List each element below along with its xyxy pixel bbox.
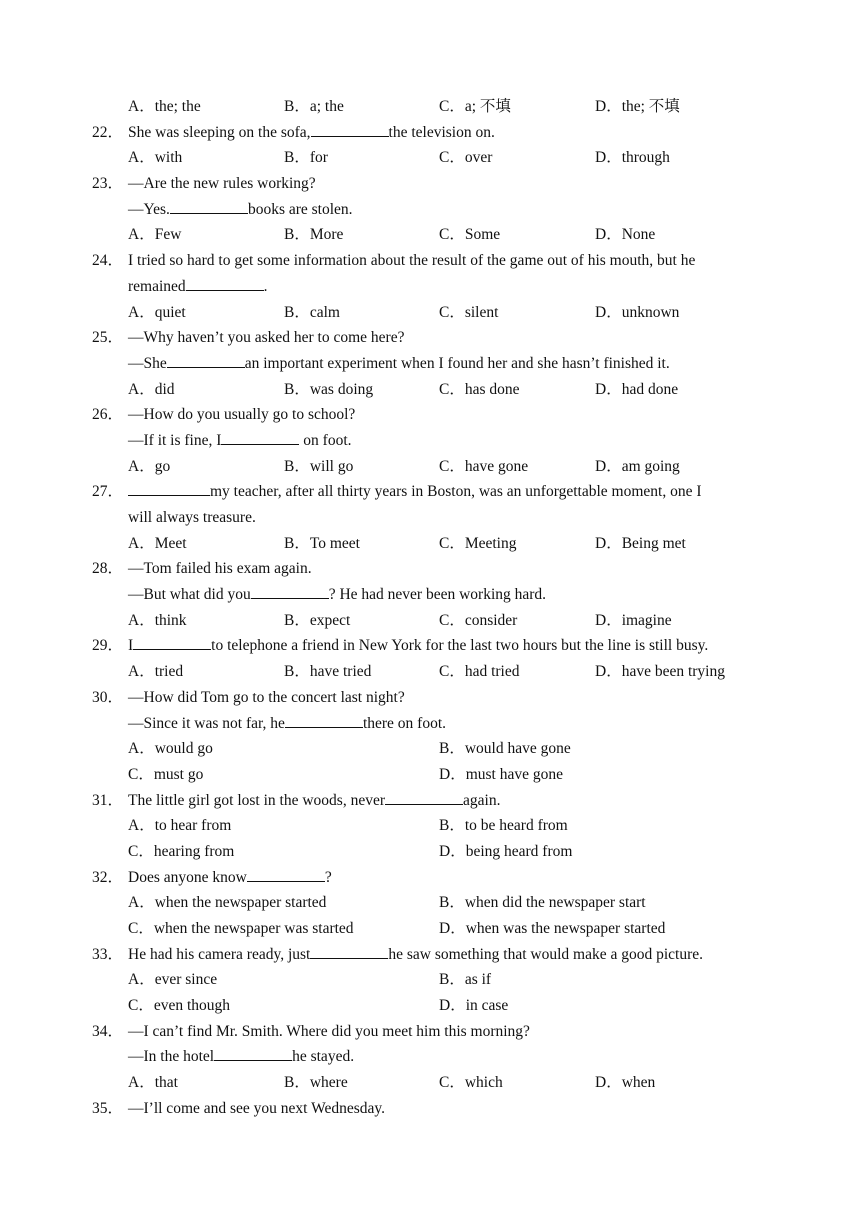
answer-option: A．Few xyxy=(128,226,182,244)
text-after-blank: again. xyxy=(463,791,501,809)
text-before-blank: —Yes. xyxy=(128,200,170,218)
line-opts2 xyxy=(0,736,860,762)
line-c xyxy=(0,428,860,454)
question-text xyxy=(128,711,446,737)
question-number: 34． xyxy=(92,1022,124,1040)
answer-blank xyxy=(385,790,463,805)
line-q xyxy=(0,633,860,659)
text-before-blank: I xyxy=(128,637,134,655)
question-text xyxy=(128,171,316,197)
answer-option: B．have tried xyxy=(284,663,372,681)
answer-option: A．would go xyxy=(128,740,213,758)
line-q xyxy=(0,171,860,197)
text-before-blank: —Are the new rules working? xyxy=(128,175,316,193)
answer-option: D．through xyxy=(595,149,670,167)
line-q xyxy=(0,402,860,428)
answer-option: B．to be heard from xyxy=(439,817,568,835)
line-opts4 xyxy=(0,222,860,248)
answer-option: C．must go xyxy=(128,765,204,783)
line-opts2 xyxy=(0,839,860,865)
line-c xyxy=(0,711,860,737)
line-opts4 xyxy=(0,1070,860,1096)
answer-option: A．did xyxy=(128,380,175,398)
answer-option: B．will go xyxy=(284,457,354,475)
question-text xyxy=(128,788,500,814)
text-after-blank: on foot. xyxy=(299,431,352,449)
text-before-blank: He had his camera ready, just xyxy=(128,945,311,963)
question-number: 28． xyxy=(92,560,124,578)
answer-option: B．was doing xyxy=(284,380,374,398)
answer-blank xyxy=(311,122,389,137)
question-text xyxy=(128,428,352,454)
question-number: 33． xyxy=(92,945,124,963)
question-number: 35． xyxy=(92,1099,124,1117)
text-before-blank: —Tom failed his exam again. xyxy=(128,560,312,578)
text-before-blank: The little girl got lost in the woods, never xyxy=(128,791,385,809)
answer-option: B．To meet xyxy=(284,534,360,552)
answer-option: B．would have gone xyxy=(439,740,571,758)
text-before-blank: —I’ll come and see you next Wednesday. xyxy=(128,1099,386,1117)
question-text xyxy=(128,505,256,531)
line-q xyxy=(0,479,860,505)
answer-option: D．am going xyxy=(595,457,680,475)
answer-option: A．think xyxy=(128,611,187,629)
answer-option: B．expect xyxy=(284,611,351,629)
text-before-blank: —I can’t find Mr. Smith. Where did you meet him this morning? xyxy=(128,1022,530,1040)
question-text xyxy=(128,274,268,300)
line-c xyxy=(0,197,860,223)
line-c xyxy=(0,1044,860,1070)
answer-option: C．consider xyxy=(439,611,518,629)
answer-blank xyxy=(170,199,248,214)
question-number: 24． xyxy=(92,252,124,270)
text-after-blank: ? He had never been working hard. xyxy=(328,586,547,604)
question-text xyxy=(128,1096,385,1122)
answer-option: A．to hear from xyxy=(128,817,232,835)
answer-blank xyxy=(221,430,299,445)
answer-option: D．in case xyxy=(439,997,509,1015)
question-text xyxy=(128,556,312,582)
answer-option: A．when the newspaper started xyxy=(128,894,327,912)
text-after-blank: he saw something that would make a good picture. xyxy=(388,945,704,963)
answer-option: C．had tried xyxy=(439,663,520,681)
answer-option: D．have been trying xyxy=(595,663,725,681)
question-text xyxy=(128,402,355,428)
answer-blank xyxy=(133,635,211,650)
answer-option: A．Meet xyxy=(128,534,187,552)
answer-option: A．that xyxy=(128,1074,178,1092)
line-q xyxy=(0,120,860,146)
question-text xyxy=(128,1044,354,1070)
line-c xyxy=(0,582,860,608)
line-c xyxy=(0,274,860,300)
answer-option: C．which xyxy=(439,1074,503,1092)
answer-option: D．being heard from xyxy=(439,842,573,860)
answer-option: B．a; the xyxy=(284,98,344,115)
question-number: 29． xyxy=(92,637,124,655)
question-text xyxy=(128,582,546,608)
text-before-blank: —In the hotel xyxy=(128,1048,215,1066)
question-text xyxy=(128,865,332,891)
line-opts2 xyxy=(0,916,860,942)
answer-option: D．the; 不填 xyxy=(595,98,680,115)
text-after-blank: ? xyxy=(324,868,332,886)
answer-option: B．as if xyxy=(439,971,492,989)
line-opts2 xyxy=(0,813,860,839)
line-opts4 xyxy=(0,94,860,120)
text-before-blank: —If it is fine, I xyxy=(128,431,222,449)
question-text xyxy=(128,197,353,223)
text-before-blank: —How did Tom go to the concert last night? xyxy=(128,688,405,706)
answer-option: D．when xyxy=(595,1074,656,1092)
text-before-blank: —How do you usually go to school? xyxy=(128,406,356,424)
text-before-blank: will always treasure. xyxy=(128,509,256,526)
line-opts4 xyxy=(0,454,860,480)
answer-option: C．over xyxy=(439,149,493,167)
answer-option: D．unknown xyxy=(595,303,680,321)
text-after-blank: he stayed. xyxy=(292,1048,355,1066)
answer-option: D．None xyxy=(595,226,656,244)
text-before-blank: I tried so hard to get some information about the result of the game out of his mouth, but he xyxy=(128,252,696,270)
line-q xyxy=(0,865,860,891)
text-before-blank: —She xyxy=(128,354,167,372)
line-q xyxy=(0,942,860,968)
question-text xyxy=(128,942,703,968)
text-before-blank: —Why haven’t you asked her to come here? xyxy=(128,329,405,347)
line-opts2 xyxy=(0,762,860,788)
line-opts4 xyxy=(0,145,860,171)
question-number: 27． xyxy=(92,483,124,501)
answer-option: B．where xyxy=(284,1074,348,1092)
answer-option: C．has done xyxy=(439,380,520,398)
answer-blank xyxy=(247,867,325,882)
answer-option: D．imagine xyxy=(595,611,672,629)
answer-option: C．even though xyxy=(128,997,231,1015)
answer-option: C．silent xyxy=(439,303,499,321)
question-number: 25． xyxy=(92,329,124,347)
line-opts4 xyxy=(0,377,860,403)
question-text xyxy=(128,351,670,377)
answer-blank xyxy=(214,1046,292,1061)
answer-option: D．when was the newspaper started xyxy=(439,920,666,937)
text-after-blank: . xyxy=(263,277,268,295)
question-text xyxy=(128,120,495,146)
answer-option: C．Meeting xyxy=(439,534,517,552)
text-after-blank: there on foot. xyxy=(362,714,447,732)
answer-option: C．a; 不填 xyxy=(439,98,511,115)
answer-option: C．Some xyxy=(439,226,501,244)
answer-option: B．when did the newspaper start xyxy=(439,894,646,912)
line-opts2 xyxy=(0,890,860,916)
answer-option: A．ever since xyxy=(128,971,218,989)
text-before-blank: Does anyone know xyxy=(128,868,247,886)
line-q xyxy=(0,556,860,582)
question-text xyxy=(128,633,708,659)
answer-blank xyxy=(310,944,388,959)
text-after-blank: my teacher, after all thirty years in Boston, was an unforgettable moment, one I xyxy=(210,483,702,501)
answer-blank xyxy=(186,276,264,291)
text-after-blank: an important experiment when I found her and she hasn’t finished it. xyxy=(244,354,670,372)
line-q xyxy=(0,1096,860,1122)
line-opts4 xyxy=(0,531,860,557)
answer-blank xyxy=(128,481,210,496)
answer-option: B．More xyxy=(284,226,344,244)
text-after-blank: books are stolen. xyxy=(247,200,353,218)
line-q xyxy=(0,685,860,711)
line-c xyxy=(0,351,860,377)
line-opts2 xyxy=(0,967,860,993)
question-number: 32． xyxy=(92,868,124,886)
answer-blank xyxy=(251,584,329,599)
answer-blank xyxy=(285,713,363,728)
question-text xyxy=(128,248,695,274)
line-q xyxy=(0,248,860,274)
question-number: 30． xyxy=(92,688,124,706)
text-before-blank: remained xyxy=(128,277,186,295)
line-opts4 xyxy=(0,608,860,634)
line-q xyxy=(0,325,860,351)
question-text xyxy=(128,685,405,711)
line-q xyxy=(0,788,860,814)
line-opts2 xyxy=(0,993,860,1019)
text-after-blank: the television on. xyxy=(388,123,495,141)
answer-option: B．calm xyxy=(284,303,340,321)
answer-blank xyxy=(167,353,245,368)
text-after-blank: to telephone a friend in New York for the last two hours but the line is still busy. xyxy=(211,637,709,655)
line-q xyxy=(0,1019,860,1045)
question-number: 23． xyxy=(92,175,124,193)
answer-option: A．tried xyxy=(128,663,184,681)
answer-option: D．Being met xyxy=(595,534,686,552)
question-list xyxy=(0,94,860,1122)
answer-option: A．go xyxy=(128,457,171,475)
answer-option: A．with xyxy=(128,149,183,167)
question-text xyxy=(128,1019,530,1045)
question-number: 31． xyxy=(92,791,124,809)
question-text xyxy=(128,325,404,351)
line-opts4 xyxy=(0,659,860,685)
line-c xyxy=(0,505,860,531)
question-text xyxy=(128,479,702,505)
question-number: 26． xyxy=(92,406,124,424)
answer-option: D．must have gone xyxy=(439,765,563,783)
answer-option: A．quiet xyxy=(128,303,186,321)
answer-option: B．for xyxy=(284,149,328,167)
answer-option: C．hearing from xyxy=(128,842,235,860)
text-before-blank: —But what did you xyxy=(128,586,251,604)
answer-option: A．the; the xyxy=(128,98,201,115)
question-number: 22． xyxy=(92,123,124,141)
answer-option: C．have gone xyxy=(439,457,529,475)
answer-option: C．when the newspaper was started xyxy=(128,920,354,937)
line-opts4 xyxy=(0,300,860,326)
answer-option: D．had done xyxy=(595,380,679,398)
text-before-blank: —Since it was not far, he xyxy=(128,714,285,732)
text-before-blank: She was sleeping on the sofa, xyxy=(128,123,311,141)
